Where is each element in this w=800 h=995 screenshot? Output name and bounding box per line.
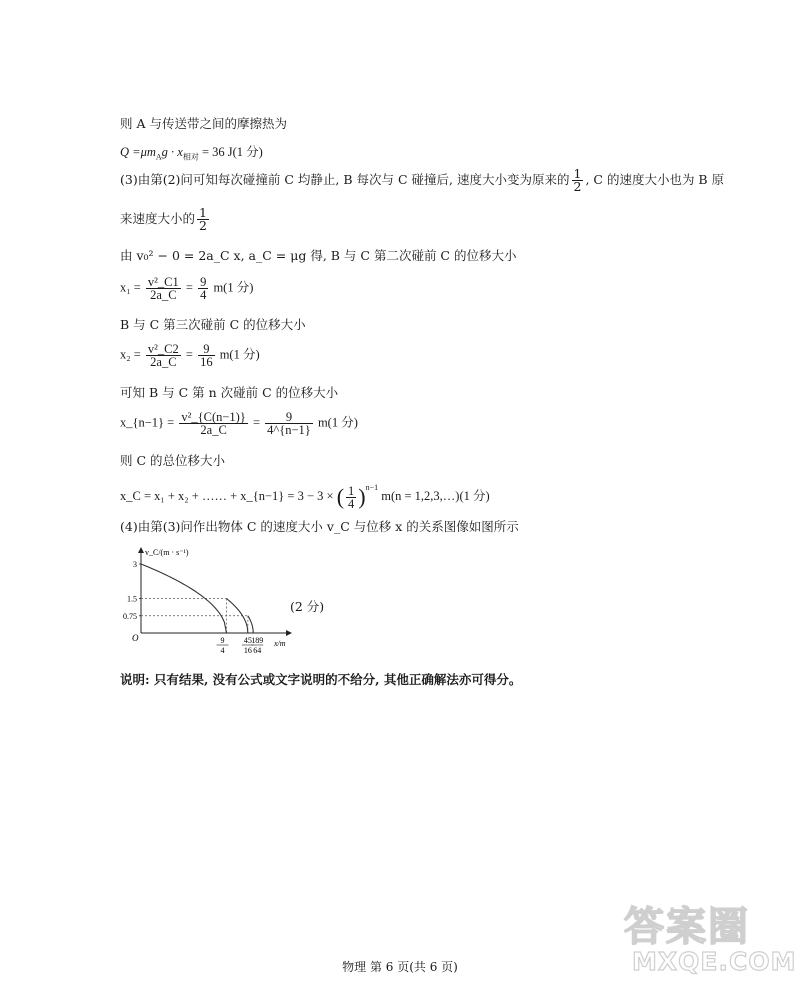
watermark xyxy=(620,895,797,985)
text-line-13 xyxy=(120,519,519,535)
watermark-bottom: MXQE.COM xyxy=(632,947,797,976)
frac-num: 1 xyxy=(348,483,355,498)
frac-num: 9 xyxy=(265,411,313,424)
eq-l12-pre: x_C = x₁ + x₂ + …… + x_{n−1} = 3 − 3 × xyxy=(120,489,334,503)
frac-den: 2a_C xyxy=(150,355,177,369)
text-l3-post: , C 的速度大小也为 B 原 xyxy=(585,172,725,187)
frac-den: 4 xyxy=(348,496,355,511)
y-ticks xyxy=(123,560,141,621)
eq-l10-post: m(1 分) xyxy=(317,415,358,430)
fraction-value xyxy=(198,276,208,301)
fraction-half-1 xyxy=(572,168,584,193)
fraction-value xyxy=(198,343,215,368)
equation-x1 xyxy=(120,276,253,301)
text-line-7 xyxy=(120,317,306,333)
fraction-v-over-2a xyxy=(179,411,247,436)
frac-den: 4 xyxy=(200,288,207,302)
text-l5: 由 v₀² − 0 = 2a_C x, a_C = μg 得, B 与 C 第二次碰前 C 的位移大小 xyxy=(120,248,517,263)
note-text: 说明: 只有结果, 没有公式或文字说明的不给分, 其他正确解法亦可得分。 xyxy=(120,672,522,687)
equation-friction-heat xyxy=(120,144,263,166)
velocity-displacement-graph xyxy=(123,545,296,657)
text-line-1 xyxy=(120,116,287,132)
text-l4-pre: 来速度大小的 xyxy=(120,211,196,226)
left-paren: ( xyxy=(336,484,345,510)
frac-num: 1 xyxy=(199,205,207,220)
fraction-value xyxy=(265,411,313,436)
fraction-quarter xyxy=(346,485,356,510)
eq-l2-pre: Q =μm xyxy=(120,145,156,159)
text-line-3 xyxy=(120,168,724,193)
y-axis-label: v_C/(m · s⁻¹) xyxy=(145,548,189,557)
x-tick-num-1: 9 xyxy=(220,636,225,645)
equals-sign: = xyxy=(252,415,261,430)
text-line-4 xyxy=(120,207,211,232)
frac-num: 9 xyxy=(200,275,207,289)
text-l13: (4)由第(3)问作出物体 C 的速度大小 v_C 与位移 x 的关系图像如图所示 xyxy=(120,519,519,534)
eq-l6-post: m(1 分) xyxy=(213,280,254,295)
fraction-v-over-2a xyxy=(146,276,181,301)
fraction-half-2 xyxy=(197,207,209,232)
text-line-5 xyxy=(120,248,516,264)
x-tick-num-3: 189 xyxy=(251,636,264,645)
y-tick-label-1: 3 xyxy=(133,560,137,569)
frac-num: 1 xyxy=(573,166,582,181)
eq-l8-post: m(1 分) xyxy=(219,347,260,362)
x-ticks xyxy=(217,636,264,655)
page-footer: 物理 第 6 页(共 6 页) xyxy=(342,960,458,974)
frac-den: 16 xyxy=(200,355,213,369)
text-line-9 xyxy=(120,385,338,401)
frac-den: 4^{n−1} xyxy=(267,423,311,437)
x-axis-label: x/m xyxy=(274,639,286,648)
frac-den: 2 xyxy=(199,218,207,233)
equation-total-displacement xyxy=(120,480,490,510)
right-paren: ) xyxy=(358,484,366,510)
eq-l6-lhs: x₁ = xyxy=(120,280,141,295)
eq-l2-mid: g · x xyxy=(161,145,183,159)
y-tick-label-2: 1.5 xyxy=(127,594,137,604)
watermark-top: 答案圈 xyxy=(624,904,750,950)
x-tick-den-2: 16 xyxy=(243,646,252,655)
text-l3-pre: (3)由第(2)问可知每次碰撞前 C 均静止, B 每次与 C 碰撞后, 速度大小变为原来的 xyxy=(120,172,570,187)
note-line xyxy=(120,672,521,688)
y-tick-label-3: 0.75 xyxy=(123,611,137,621)
exponent: n−1 xyxy=(365,483,379,492)
equation-x2 xyxy=(120,343,260,368)
frac-den: 2a_C xyxy=(200,423,227,437)
frac-num: v²_C2 xyxy=(147,342,179,356)
x-tick-num-2: 45 xyxy=(243,636,252,645)
eq-l2-post: = 36 J(1 分) xyxy=(198,145,263,159)
curve-segment-3 xyxy=(248,616,253,633)
frac-den: 2 xyxy=(573,179,582,194)
score-mark: (2 分) xyxy=(290,599,325,614)
text-line-11 xyxy=(120,453,225,469)
x-tick-den-3: 64 xyxy=(253,646,262,655)
fraction-v-over-2a xyxy=(146,343,181,368)
eq-l2-sub2: 相对 xyxy=(182,152,199,162)
frac-num: v²_{C(n−1)} xyxy=(181,410,246,424)
frac-den: 2a_C xyxy=(150,288,177,302)
frac-num: 9 xyxy=(198,343,215,356)
eq-l2-sub1: A xyxy=(155,152,162,162)
equals-sign: = xyxy=(185,280,193,295)
eq-l10-lhs: x_{n−1} = xyxy=(120,415,175,430)
equation-xn xyxy=(120,411,358,436)
equals-sign: = xyxy=(185,347,193,362)
x-tick-den-1: 4 xyxy=(220,646,225,655)
guide-lines xyxy=(141,599,253,634)
eq-l12-post: m(n = 1,2,3,…)(1 分) xyxy=(381,489,490,503)
text-l7: B 与 C 第三次碰前 C 的位移大小 xyxy=(120,317,306,332)
text-l1: 则 A 与传送带之间的摩擦热为 xyxy=(120,116,287,131)
text-l11: 则 C 的总位移大小 xyxy=(120,453,226,468)
origin-label: O xyxy=(132,633,139,643)
text-l9: 可知 B 与 C 第 n 次碰前 C 的位移大小 xyxy=(120,385,339,400)
eq-l8-lhs: x₂ = xyxy=(120,347,141,362)
frac-num: v²_C1 xyxy=(147,275,179,289)
